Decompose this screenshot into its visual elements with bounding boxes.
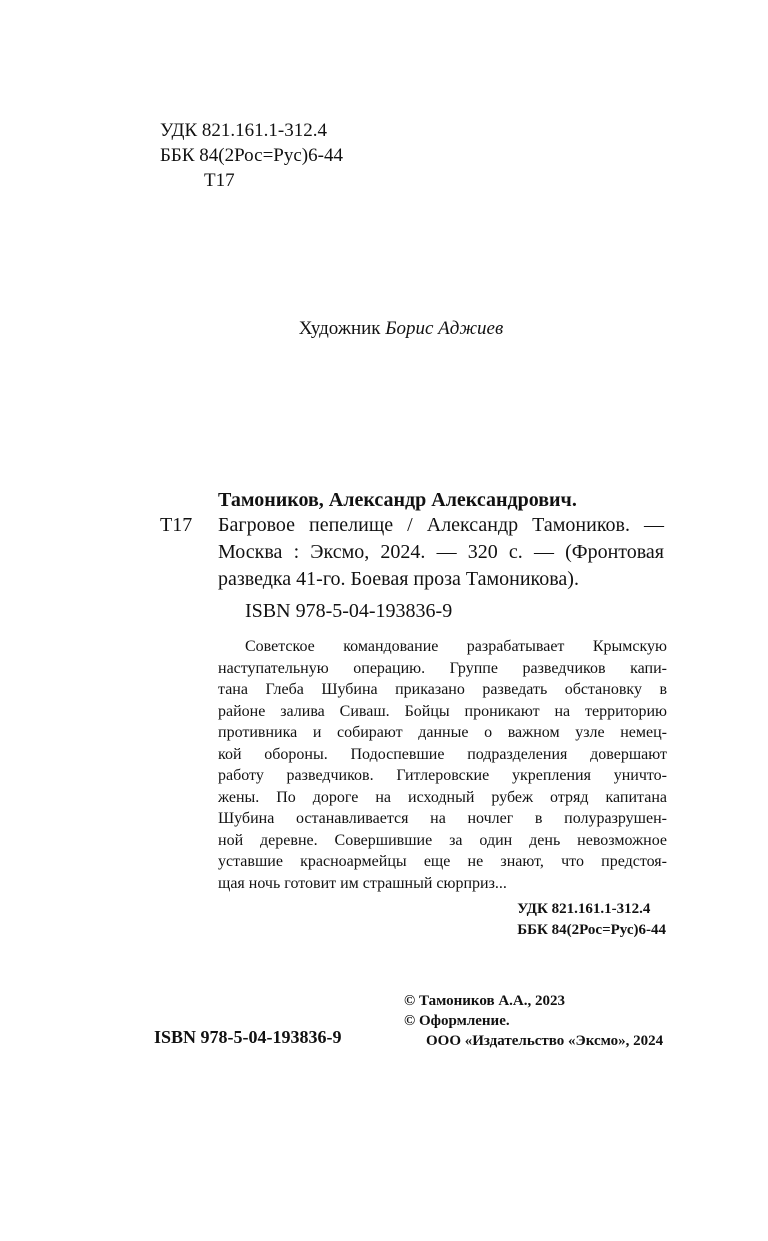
annotation-line: ной деревне. Совершившие за один день невозможное (218, 831, 667, 849)
illustrator-credit (0, 318, 768, 340)
annotation-line: Советское командование разрабатывает Крымскую (245, 638, 667, 655)
annotation-line: тана Глеба Шубина приказано разведать обстановку в (218, 681, 667, 698)
udk-code: УДК 821.161.1-312.4 (160, 120, 327, 141)
record-isbn: ISBN 978-5-04-193836-9 (245, 600, 453, 622)
annotation-line: жены. По дороге на исходный рубеж отряд капитана (218, 788, 667, 806)
record-description-line: разведка 41-го. Боевая проза Тамоникова). (218, 568, 579, 590)
bbk-code: ББК 84(2Рос=Рус)6-44 (160, 145, 343, 166)
annotation-line: противника и собирают данные о важном узле немец- (218, 724, 667, 741)
record-description-line: Багровое пепелище / Александр Тамоников. — (218, 514, 664, 536)
record-description-line: Москва : Эксмо, 2024. — 320 с. — (Фронтовая (218, 541, 664, 563)
annotation-line: Шубина останавливается на ночлег в полуразрушен- (218, 810, 667, 827)
bottom-classification-codes (517, 899, 666, 941)
record-author: Тамоников, Александр Александрович. (218, 489, 577, 511)
copyright-design: © Оформление. (404, 1013, 510, 1029)
copyright-author: © Тамоников А.А., 2023 (404, 993, 565, 1009)
annotation-line: щая ночь готовит им страшный сюрприз... (218, 874, 507, 892)
copyright-publisher: ООО «Издательство «Эксмо», 2024 (426, 1033, 664, 1049)
record-author-mark: Т17 (160, 514, 193, 536)
illustrator-name: Борис Аджиев (385, 318, 504, 339)
annotation-line: работу разведчиков. Гитлеровские укрепления уничто- (218, 767, 667, 784)
copyright-block (404, 991, 663, 1051)
illustrator-prefix: Художник (298, 318, 381, 339)
author-mark: Т17 (204, 170, 235, 191)
annotation (218, 636, 667, 894)
annotation-line: наступательную операцию. Группе разведчиков капи- (218, 659, 667, 677)
annotation-line: районе залива Сиваш. Бойцы проникают на территорию (218, 702, 667, 720)
record-description (218, 512, 664, 593)
bottom-bbk-code: ББК 84(2Рос=Рус)6-44 (517, 922, 666, 938)
top-classification-codes (160, 118, 343, 193)
bottom-udk-code: УДК 821.161.1-312.4 (517, 901, 651, 917)
annotation-line: кой обороны. Подоспевшие подразделения довершают (218, 745, 667, 763)
footer-isbn: ISBN 978-5-04-193836-9 (154, 1027, 342, 1047)
annotation-line: уставшие красноармейцы еще не знают, что предстоя- (218, 853, 667, 870)
